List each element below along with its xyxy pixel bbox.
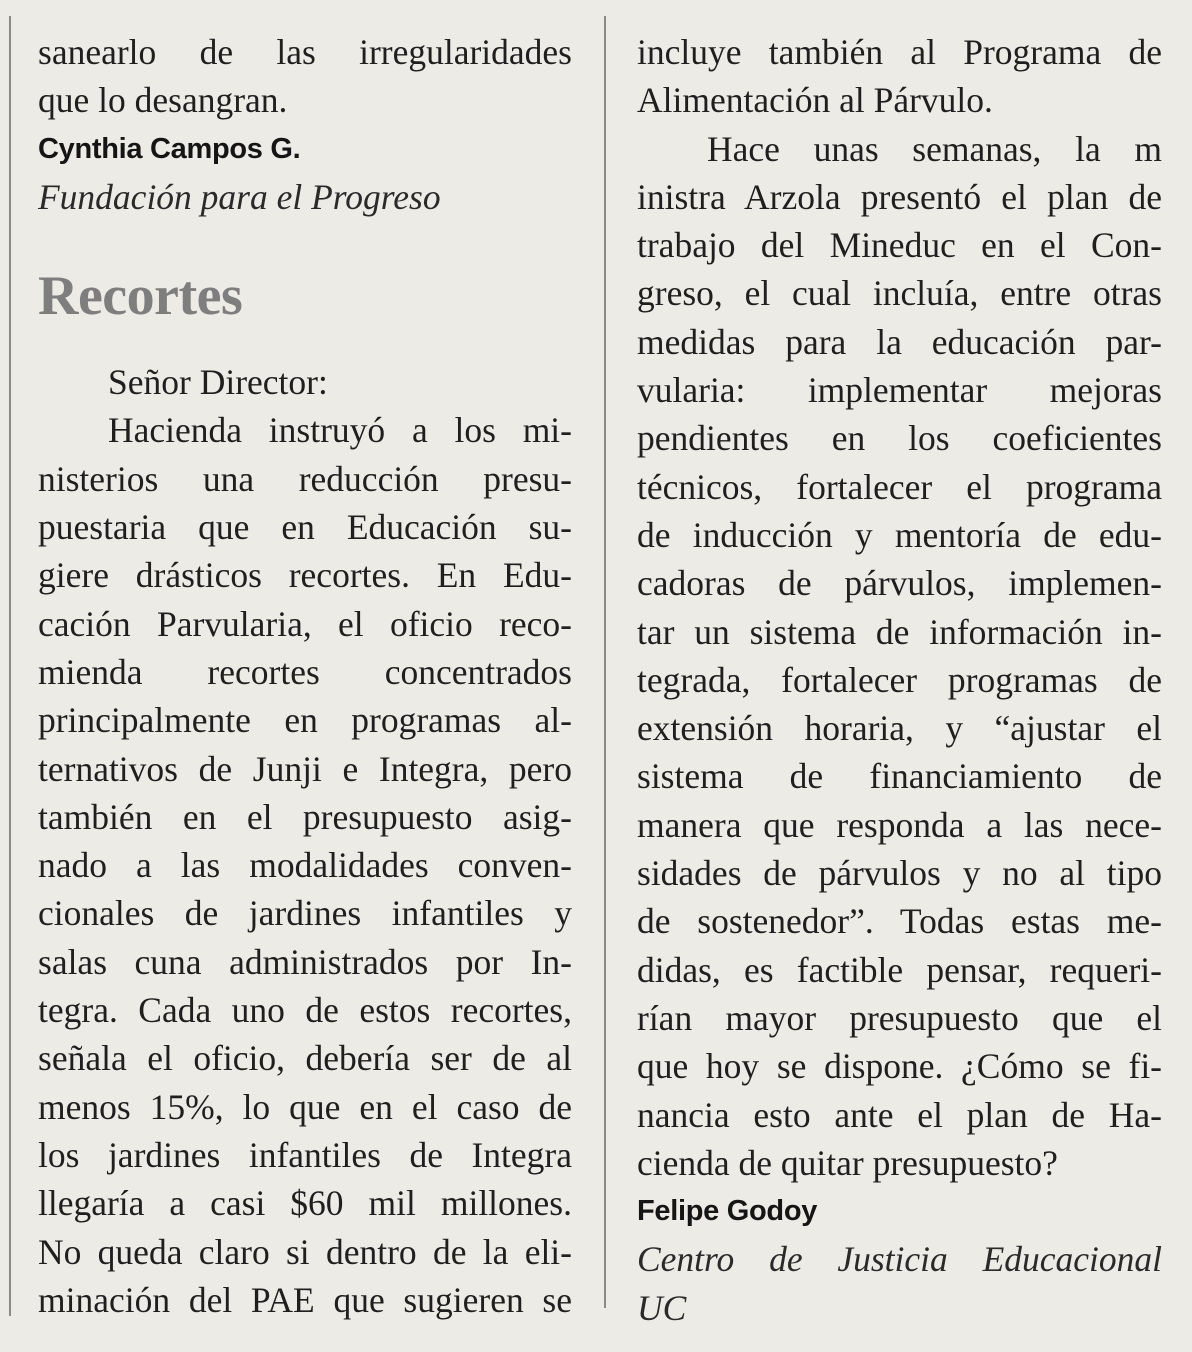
- body-line: salas cuna administrados por In-: [38, 941, 572, 982]
- body-line: manera que responda a las nece-: [637, 804, 1162, 845]
- body-line: incluye también al Programa de: [637, 32, 1162, 72]
- body-line: Hace unas semanas, la m: [707, 128, 1162, 169]
- body-line: cación Parvularia, el oficio reco-: [38, 603, 572, 644]
- body-line: nancia esto ante el plan de Ha-: [637, 1094, 1162, 1135]
- column-rule-left: [9, 16, 11, 1316]
- body-line: llegaría a casi $60 mil millones.: [38, 1183, 572, 1224]
- column-rule-middle: [604, 16, 606, 1308]
- body-line: tegrada, fortalecer programas de: [637, 659, 1162, 700]
- body-line: cionales de jardines infantiles y: [38, 893, 572, 934]
- body-line: medidas para la educación par-: [637, 321, 1162, 362]
- right-column: [637, 28, 1162, 1332]
- body-line: principalmente en programas al-: [38, 700, 572, 741]
- body-line: extensión horaria, y “ajustar el: [637, 708, 1162, 749]
- body-line: de sostenedor”. Todas estas me-: [637, 901, 1162, 942]
- body-line: mienda recortes concentrados: [38, 651, 572, 692]
- body-line: puestaria que en Educación su-: [38, 507, 572, 548]
- body-line: señala el oficio, debería ser de al: [38, 1038, 572, 1079]
- body-line: nisterios una reducción presu-: [38, 458, 572, 499]
- body-line: los jardines infantiles de Integra: [38, 1134, 572, 1175]
- letter-author: Felipe Godoy: [637, 1195, 818, 1228]
- body-line: sistema de financiamiento de: [637, 756, 1162, 797]
- body-line: cienda de quitar presupuesto?: [637, 1142, 1058, 1183]
- body-line: vularia: implementar mejoras: [637, 370, 1162, 411]
- letter-salutation: Señor Director:: [108, 362, 328, 403]
- body-line: giere drásticos recortes. En Edu-: [38, 555, 572, 596]
- body-line: Alimentación al Párvulo.: [637, 80, 993, 121]
- body-line: tar un sistema de información in-: [637, 611, 1162, 652]
- body-line: sidades de párvulos y no al tipo: [637, 853, 1162, 894]
- body-line: de inducción y mentoría de edu-: [637, 514, 1162, 555]
- letter-affiliation: Centro de Justicia Educacional: [637, 1239, 1162, 1280]
- prev-letter-author: Cynthia Campos G.: [38, 132, 301, 165]
- body-line: No queda claro si dentro de la eli-: [38, 1231, 572, 1272]
- prev-letter-line: sanearlo de las irregularidades: [38, 32, 572, 72]
- letter-title: Recortes: [38, 265, 243, 328]
- body-line: minación del PAE que sugieren se: [38, 1279, 572, 1320]
- body-line: nado a las modalidades conven-: [38, 845, 572, 886]
- body-line: inistra Arzola presentó el plan de: [637, 176, 1162, 217]
- body-line: trabajo del Mineduc en el Con-: [637, 225, 1162, 266]
- body-line: menos 15%, lo que en el caso de: [38, 1086, 572, 1127]
- prev-letter-affiliation: Fundación para el Progreso: [38, 176, 441, 217]
- body-line: ternativos de Junji e Integra, pero: [38, 748, 572, 789]
- body-line: cadoras de párvulos, implemen-: [637, 563, 1162, 604]
- body-line: Hacienda instruyó a los mi-: [108, 410, 572, 451]
- body-line: pendientes en los coeficientes: [637, 418, 1162, 459]
- letter-affiliation: UC: [637, 1287, 687, 1328]
- prev-letter-line: que lo desangran.: [38, 80, 288, 121]
- body-line: didas, es factible pensar, requeri-: [637, 949, 1162, 990]
- body-line: tegra. Cada uno de estos recortes,: [38, 990, 572, 1031]
- left-column: [38, 28, 572, 1324]
- body-line: que hoy se dispone. ¿Cómo se fi-: [637, 1046, 1162, 1087]
- body-line: también en el presupuesto asig-: [38, 796, 572, 837]
- body-line: técnicos, fortalecer el programa: [637, 466, 1162, 507]
- body-line: rían mayor presupuesto que el: [637, 997, 1162, 1038]
- body-line: greso, el cual incluía, entre otras: [637, 273, 1162, 314]
